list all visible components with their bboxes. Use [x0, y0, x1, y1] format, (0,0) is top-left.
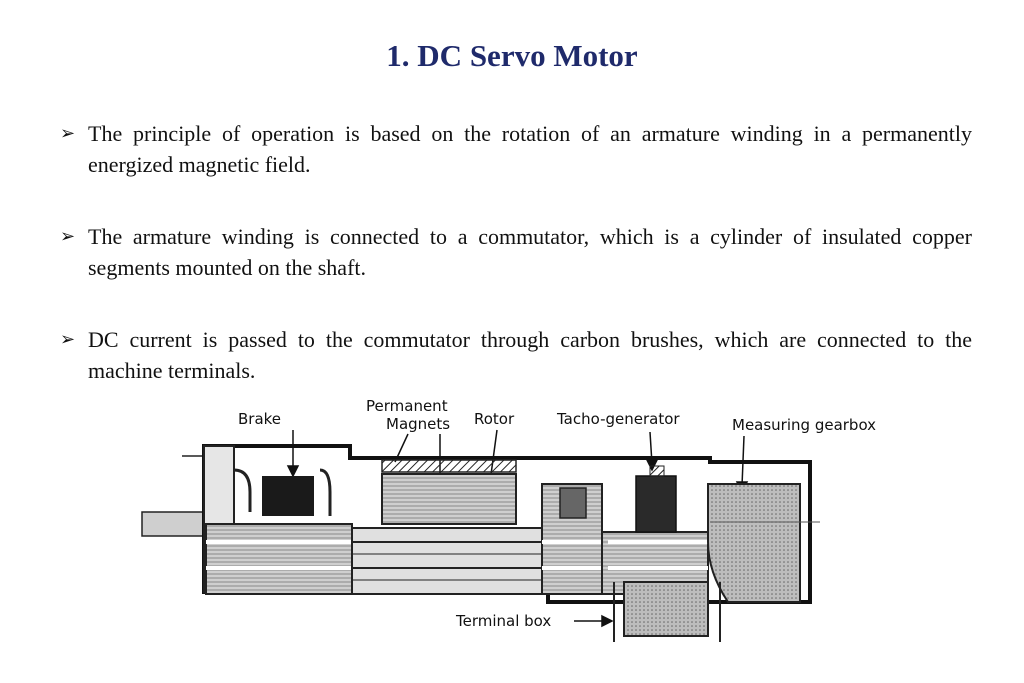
arrow-bullet-icon: ➢	[60, 123, 76, 144]
bullet-item	[60, 324, 972, 386]
rotor-label: Rotor	[474, 410, 515, 428]
dc-servo-motor-diagram	[130, 392, 930, 652]
bullet-item	[60, 221, 972, 283]
bullet-item	[60, 118, 972, 180]
rotor	[382, 474, 516, 524]
permanent-label: Permanent	[366, 397, 448, 415]
left-bearing-housing	[206, 524, 352, 594]
terminal-box	[624, 582, 708, 636]
magnets-label: Magnets	[386, 415, 451, 433]
brake-block	[262, 476, 314, 516]
brake-label: Brake	[238, 410, 282, 428]
measuring-gearbox	[708, 484, 800, 602]
bullet-text: The principle of operation is based on the rotation of an armature winding in a permanently energized magnetic field.	[88, 121, 972, 177]
bullet-list	[60, 118, 972, 427]
tacho-generator	[636, 476, 676, 532]
permanent-magnets	[382, 460, 516, 472]
terminal-box-label: Terminal box	[456, 612, 552, 630]
arrow-bullet-icon: ➢	[60, 226, 76, 247]
arrow-bullet-icon: ➢	[60, 329, 76, 350]
bullet-text: DC current is passed to the commutator through carbon brushes, which are connected to the machine terminals.	[88, 327, 972, 383]
slide-title: 1. DC Servo Motor	[386, 38, 638, 73]
bullet-text: The armature winding is connected to a commutator, which is a cylinder of insulated copper segments mounted on the shaft.	[88, 224, 972, 280]
tacho-generator-label: Tacho-generator	[557, 410, 680, 428]
measuring-gearbox-label: Measuring gearbox	[732, 416, 877, 434]
